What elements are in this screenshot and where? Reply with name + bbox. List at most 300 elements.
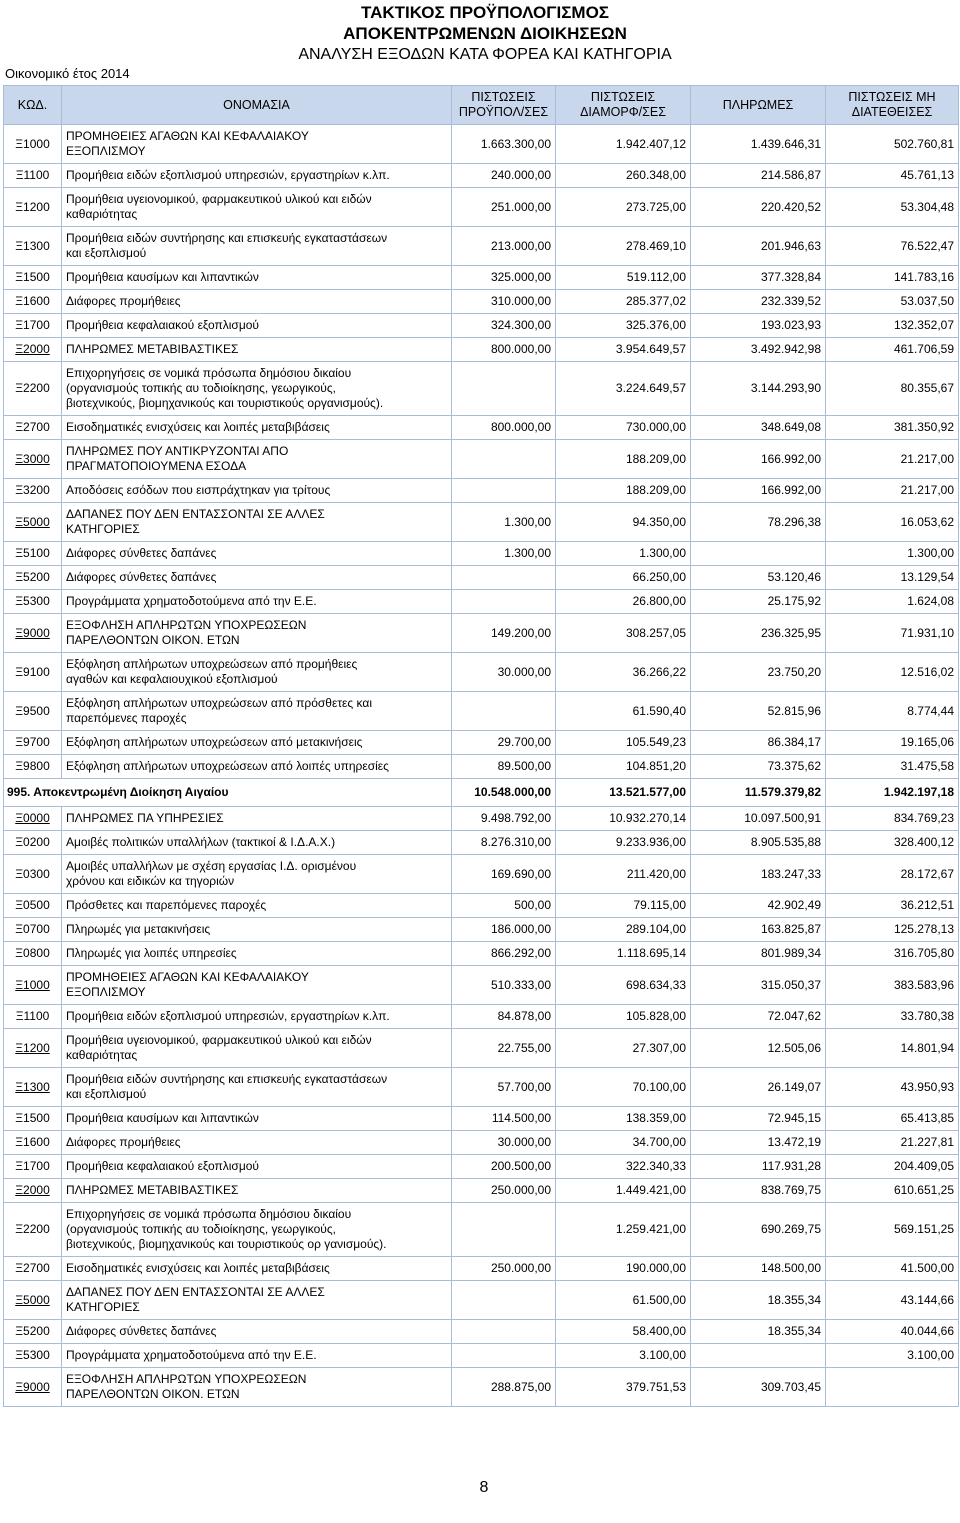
unallocated-cell: 80.355,67 [826,362,959,416]
payments-cell: 801.989,34 [691,942,826,966]
unallocated-cell: 569.151,25 [826,1203,959,1257]
revised-cell: 1.259.421,00 [556,1203,691,1257]
payments-cell: 3.144.293,90 [691,362,826,416]
budgeted-cell: 1.300,00 [452,503,556,542]
budgeted-cell [452,1320,556,1344]
name-cell: Προμήθεια κεφαλαιακού εξοπλισμού [62,1155,452,1179]
name-cell: Διάφορες σύνθετες δαπάνες [62,566,452,590]
payments-cell: 163.825,87 [691,918,826,942]
code-cell: Ξ1600 [4,290,62,314]
unallocated-cell: 3.100,00 [826,1344,959,1368]
document-title [10,2,960,65]
budgeted-cell: 500,00 [452,894,556,918]
table-row [4,590,959,614]
unallocated-cell: 610.651,25 [826,1179,959,1203]
unallocated-cell: 76.522,47 [826,227,959,266]
payments-cell: 214.586,87 [691,164,826,188]
code-cell: Ξ0700 [4,918,62,942]
title-line-1: ΤΑΚΤΙΚΟΣ ΠΡΟΫΠΟΛΟΓΙΣΜΟΣ [360,3,609,22]
table-row [4,966,959,1005]
budgeted-cell: 1.663.300,00 [452,125,556,164]
payments-cell: 42.902,49 [691,894,826,918]
budgeted-cell: 250.000,00 [452,1179,556,1203]
name-cell: ΠΛΗΡΩΜΕΣ ΠΟΥ ΑΝΤΙΚΡΥΖΟΝΤΑΙ ΑΠΟ ΠΡΑΓΜΑΤΟΠΟΙΟΥΜΕΝΑ ΕΣΟΔΑ [62,440,452,479]
table-row [4,542,959,566]
code-cell: Ξ1300 [4,1068,62,1107]
payments-cell: 86.384,17 [691,731,826,755]
name-cell: Εξόφληση απλήρωτων υποχρεώσεων από λοιπές υπηρεσίες [62,755,452,779]
revised-cell: 188.209,00 [556,440,691,479]
name-cell: Εξόφληση απλήρωτων υποχρεώσεων από προμήθειες αγαθών και κεφαλαιουχικού εξοπλισμού [62,653,452,692]
name-cell: Προμήθεια ειδών εξοπλισμού υπηρεσιών, εργαστηρίων κ.λπ. [62,164,452,188]
budgeted-cell [452,692,556,731]
table-row [4,1107,959,1131]
payments-cell: 1.439.646,31 [691,125,826,164]
table-row [4,918,959,942]
budgeted-cell [452,566,556,590]
code-cell: Ξ5000 [4,1281,62,1320]
budgeted-cell: 186.000,00 [452,918,556,942]
payments-cell: 25.175,92 [691,590,826,614]
revised-cell: 105.828,00 [556,1005,691,1029]
unallocated-cell: 21.217,00 [826,479,959,503]
payments-cell: 193.023,93 [691,314,826,338]
table-row [4,1257,959,1281]
unallocated-cell: 31.475,58 [826,755,959,779]
payments-cell: 8.905.535,88 [691,831,826,855]
budgeted-cell: 29.700,00 [452,731,556,755]
budgeted-cell [452,1281,556,1320]
unallocated-cell: 502.760,81 [826,125,959,164]
payments-cell: 10.097.500,91 [691,807,826,831]
revised-cell: 10.932.270,14 [556,807,691,831]
table-row [4,314,959,338]
table-row [4,1320,959,1344]
budgeted-cell: 30.000,00 [452,1131,556,1155]
table-row [4,1281,959,1320]
revised-cell: 379.751,53 [556,1368,691,1407]
code-cell: Ξ3200 [4,479,62,503]
revised-cell: 138.359,00 [556,1107,691,1131]
code-cell: Ξ9500 [4,692,62,731]
code-cell: Ξ2700 [4,1257,62,1281]
payments-cell: 73.375,62 [691,755,826,779]
unallocated-cell: 41.500,00 [826,1257,959,1281]
revised-cell: 188.209,00 [556,479,691,503]
name-cell: ΔΑΠΑΝΕΣ ΠΟΥ ΔΕΝ ΕΝΤΑΣΣΟΝΤΑΙ ΣΕ ΑΛΛΕΣ ΚΑΤΗΓΟΡΙΕΣ [62,1281,452,1320]
revised-cell: 61.590,40 [556,692,691,731]
table-row [4,1131,959,1155]
table-row [4,1179,959,1203]
budgeted-cell: 310.000,00 [452,290,556,314]
payments-cell: 72.047,62 [691,1005,826,1029]
header-row [4,86,959,125]
table-row [4,894,959,918]
budgeted-cell: 866.292,00 [452,942,556,966]
unallocated-cell: 14.801,94 [826,1029,959,1068]
revised-cell: 285.377,02 [556,290,691,314]
payments-cell: 166.992,00 [691,479,826,503]
unallocated-cell: 71.931,10 [826,614,959,653]
payments-cell: 13.472,19 [691,1131,826,1155]
code-cell: Ξ9000 [4,1368,62,1407]
revised-cell: 3.224.649,57 [556,362,691,416]
code-cell: Ξ0300 [4,855,62,894]
name-cell: ΔΑΠΑΝΕΣ ΠΟΥ ΔΕΝ ΕΝΤΑΣΣΟΝΤΑΙ ΣΕ ΑΛΛΕΣ ΚΑΤΗΓΟΡΙΕΣ [62,503,452,542]
unallocated-cell: 36.212,51 [826,894,959,918]
table-row [4,440,959,479]
budgeted-cell: 251.000,00 [452,188,556,227]
code-cell: Ξ5200 [4,566,62,590]
unallocated-cell: 43.144,66 [826,1281,959,1320]
revised-cell: 105.549,23 [556,731,691,755]
name-cell: Πληρωμές για μετακινήσεις [62,918,452,942]
unallocated-cell: 1.300,00 [826,542,959,566]
unallocated-cell: 40.044,66 [826,1320,959,1344]
payments-cell: 12.505,06 [691,1029,826,1068]
code-cell: Ξ1700 [4,1155,62,1179]
code-cell: Ξ5300 [4,590,62,614]
name-cell: Προμήθεια ειδών συντήρησης και επισκευής εγκαταστάσεων και εξοπλισμού [62,1068,452,1107]
unallocated-cell: 13.129,54 [826,566,959,590]
budgeted-cell: 324.300,00 [452,314,556,338]
name-cell: ΠΡΟΜΗΘΕΙΕΣ ΑΓΑΘΩΝ ΚΑΙ ΚΕΦΑΛΑΙΑΚΟΥ ΕΞΟΠΛΙΣΜΟΥ [62,966,452,1005]
revised-cell: 1.118.695,14 [556,942,691,966]
table-row [4,227,959,266]
payments-cell: 18.355,34 [691,1281,826,1320]
unallocated-cell: 28.172,67 [826,855,959,894]
code-cell: Ξ1100 [4,164,62,188]
code-cell: Ξ5300 [4,1344,62,1368]
page-number: 8 [479,1479,489,1496]
budgeted-cell: 510.333,00 [452,966,556,1005]
table-row [4,1005,959,1029]
table-row [4,731,959,755]
unallocated-cell [826,1368,959,1407]
code-cell: Ξ0000 [4,807,62,831]
name-cell: Διάφορες σύνθετες δαπάνες [62,1320,452,1344]
table-row [4,164,959,188]
unallocated-cell: 383.583,96 [826,966,959,1005]
payments-cell: 26.149,07 [691,1068,826,1107]
payments-cell [691,1344,826,1368]
unallocated-cell: 381.350,92 [826,416,959,440]
unallocated-cell: 53.037,50 [826,290,959,314]
budgeted-cell [452,440,556,479]
code-cell: Ξ1000 [4,966,62,1005]
table-row [4,266,959,290]
table-body-bottom [4,807,959,1407]
unallocated-cell: 461.706,59 [826,338,959,362]
payments-cell: 3.492.942,98 [691,338,826,362]
section-total-row [4,779,959,807]
code-cell: Ξ1700 [4,314,62,338]
payments-cell: 148.500,00 [691,1257,826,1281]
budgeted-cell: 800.000,00 [452,338,556,362]
table-row [4,942,959,966]
budgeted-cell [452,479,556,503]
budgeted-cell [452,590,556,614]
budgeted-cell: 800.000,00 [452,416,556,440]
name-cell: Προμήθεια ειδών εξοπλισμού υπηρεσιών, εργαστηρίων κ.λπ. [62,1005,452,1029]
budgeted-cell [452,1344,556,1368]
budgeted-cell: 89.500,00 [452,755,556,779]
name-cell: Προμήθεια κεφαλαιακού εξοπλισμού [62,314,452,338]
name-cell: Αμοιβές υπαλλήλων με σχέση εργασίας Ι.Δ. ορισμένου χρόνου και ειδικών κα τηγοριών [62,855,452,894]
payments-cell: 52.815,96 [691,692,826,731]
unallocated-cell: 19.165,06 [826,731,959,755]
revised-cell: 58.400,00 [556,1320,691,1344]
budgeted-cell [452,362,556,416]
code-cell: Ξ1200 [4,188,62,227]
unallocated-cell: 45.761,13 [826,164,959,188]
table-header [4,86,959,125]
payments-cell: 72.945,15 [691,1107,826,1131]
code-cell: Ξ2000 [4,338,62,362]
name-cell: Επιχορηγήσεις σε νομικά πρόσωπα δημόσιου δικαίου (οργανισμούς τοπικής αυ τοδιοίκησης, γεωργικούς, βιοτεχνικούς, βιομηχανικούς και τουριστικούς οργανισμούς). [62,362,452,416]
name-cell: Προμήθεια ειδών συντήρησης και επισκευής εγκαταστάσεων και εξοπλισμού [62,227,452,266]
name-cell: Διάφορες σύνθετες δαπάνες [62,542,452,566]
table-row [4,1029,959,1068]
budgeted-cell: 30.000,00 [452,653,556,692]
table-row [4,692,959,731]
name-cell: Προμήθεια υγειονομικού, φαρμακευτικού υλικού και ειδών καθαριότητας [62,188,452,227]
name-cell: Εισοδηματικές ενισχύσεις και λοιπές μεταβιβάσεις [62,416,452,440]
name-cell: Διάφορες προμήθειες [62,290,452,314]
unallocated-cell: 316.705,80 [826,942,959,966]
section-revised: 13.521.577,00 [556,779,691,807]
name-cell: Προμήθεια καυσίμων και λιπαντικών [62,1107,452,1131]
payments-cell: 309.703,45 [691,1368,826,1407]
code-cell: Ξ0500 [4,894,62,918]
table-row [4,338,959,362]
revised-cell: 26.800,00 [556,590,691,614]
title-line-3: ΑΝΑΛΥΣΗ ΕΞΟΔΩΝ ΚΑΤΑ ΦΟΡΕΑ ΚΑΙ ΚΑΤΗΓΟΡΙΑ [298,46,672,63]
payments-cell: 838.769,75 [691,1179,826,1203]
unallocated-cell: 132.352,07 [826,314,959,338]
revised-cell: 79.115,00 [556,894,691,918]
revised-cell: 34.700,00 [556,1131,691,1155]
code-cell: Ξ1300 [4,227,62,266]
table-row [4,125,959,164]
payments-cell: 166.992,00 [691,440,826,479]
code-cell: Ξ1000 [4,125,62,164]
budgeted-cell: 22.755,00 [452,1029,556,1068]
header-payments: ΠΛΗΡΩΜΕΣ [691,86,826,125]
table-row [4,503,959,542]
code-cell: Ξ0800 [4,942,62,966]
header-unallocated: ΠΙΣΤΩΣΕΙΣ ΜΗ ΔΙΑΤΕΘΕΙΣΕΣ [826,86,959,125]
revised-cell: 1.942.407,12 [556,125,691,164]
budgeted-cell: 288.875,00 [452,1368,556,1407]
table-row [4,1203,959,1257]
name-cell: ΠΛΗΡΩΜΕΣ ΜΕΤΑΒΙΒΑΣΤΙΚΕΣ [62,1179,452,1203]
payments-cell: 232.339,52 [691,290,826,314]
unallocated-cell: 141.783,16 [826,266,959,290]
unallocated-cell: 328.400,12 [826,831,959,855]
revised-cell: 260.348,00 [556,164,691,188]
table-row [4,831,959,855]
code-cell: Ξ5000 [4,503,62,542]
code-cell: Ξ9700 [4,731,62,755]
name-cell: Πληρωμές για λοιπές υπηρεσίες [62,942,452,966]
unallocated-cell: 16.053,62 [826,503,959,542]
unallocated-cell: 834.769,23 [826,807,959,831]
payments-cell: 18.355,34 [691,1320,826,1344]
revised-cell: 9.233.936,00 [556,831,691,855]
code-cell: Ξ2000 [4,1179,62,1203]
name-cell: ΕΞΟΦΛΗΣΗ ΑΠΛΗΡΩΤΩΝ ΥΠΟΧΡΕΩΣΕΩΝ ΠΑΡΕΛΘΟΝΤΩΝ ΟΙΚΟΝ. ΕΤΩΝ [62,614,452,653]
unallocated-cell: 53.304,48 [826,188,959,227]
header-budgeted: ΠΙΣΤΩΣΕΙΣ ΠΡΟΫΠΟΛ/ΣΕΣ [452,86,556,125]
budgeted-cell: 114.500,00 [452,1107,556,1131]
budgeted-cell: 84.878,00 [452,1005,556,1029]
table-body-top [4,125,959,779]
payments-cell: 183.247,33 [691,855,826,894]
payments-cell: 53.120,46 [691,566,826,590]
code-cell: Ξ5100 [4,542,62,566]
section-unallocated: 1.942.197,18 [826,779,959,807]
revised-cell: 190.000,00 [556,1257,691,1281]
revised-cell: 27.307,00 [556,1029,691,1068]
code-cell: Ξ1200 [4,1029,62,1068]
name-cell: Προγράμματα χρηματοδοτούμενα από την Ε.Ε. [62,590,452,614]
name-cell: Προμήθεια καυσίμων και λιπαντικών [62,266,452,290]
revised-cell: 273.725,00 [556,188,691,227]
payments-cell [691,542,826,566]
budgeted-cell: 9.498.792,00 [452,807,556,831]
unallocated-cell: 65.413,85 [826,1107,959,1131]
revised-cell: 278.469,10 [556,227,691,266]
payments-cell: 78.296,38 [691,503,826,542]
name-cell: Διάφορες προμήθειες [62,1131,452,1155]
payments-cell: 117.931,28 [691,1155,826,1179]
title-line-2: ΑΠΟΚΕΝΤΡΩΜΕΝΩΝ ΔΙΟΙΚΗΣΕΩΝ [343,24,627,43]
table-row [4,614,959,653]
table-row [4,566,959,590]
budgeted-cell: 1.300,00 [452,542,556,566]
revised-cell: 730.000,00 [556,416,691,440]
table-row [4,653,959,692]
name-cell: ΠΛΗΡΩΜΕΣ ΜΕΤΑΒΙΒΑΣΤΙΚΕΣ [62,338,452,362]
header-revised: ΠΙΣΤΩΣΕΙΣ ΔΙΑΜΟΡΦ/ΣΕΣ [556,86,691,125]
table-row [4,362,959,416]
code-cell: Ξ9000 [4,614,62,653]
budgeted-cell: 325.000,00 [452,266,556,290]
name-cell: ΕΞΟΦΛΗΣΗ ΑΠΛΗΡΩΤΩΝ ΥΠΟΧΡΕΩΣΕΩΝ ΠΑΡΕΛΘΟΝΤΩΝ ΟΙΚΟΝ. ΕΤΩΝ [62,1368,452,1407]
payments-cell: 315.050,37 [691,966,826,1005]
name-cell: Επιχορηγήσεις σε νομικά πρόσωπα δημόσιου δικαίου (οργανισμούς τοπικής αυ τοδιοίκησης, γεωργικούς, βιοτεχνικούς, βιομηχανικούς και τουριστικούς ορ γανισμούς). [62,1203,452,1257]
code-cell: Ξ9800 [4,755,62,779]
code-cell: Ξ2700 [4,416,62,440]
budgeted-cell [452,1203,556,1257]
budgeted-cell: 213.000,00 [452,227,556,266]
header-name: ΟΝΟΜΑΣΙΑ [62,86,452,125]
revised-cell: 61.500,00 [556,1281,691,1320]
code-cell: Ξ9100 [4,653,62,692]
revised-cell: 289.104,00 [556,918,691,942]
table-row [4,479,959,503]
code-cell: Ξ1100 [4,1005,62,1029]
unallocated-cell: 21.217,00 [826,440,959,479]
budgeted-cell: 8.276.310,00 [452,831,556,855]
section-payments: 11.579.379,82 [691,779,826,807]
unallocated-cell: 33.780,38 [826,1005,959,1029]
revised-cell: 308.257,05 [556,614,691,653]
unallocated-cell: 204.409,05 [826,1155,959,1179]
unallocated-cell: 43.950,93 [826,1068,959,1107]
budgeted-cell: 240.000,00 [452,164,556,188]
name-cell: Προμήθεια υγειονομικού, φαρμακευτικού υλικού και ειδών καθαριότητας [62,1029,452,1068]
unallocated-cell: 8.774,44 [826,692,959,731]
code-cell: Ξ1500 [4,1107,62,1131]
name-cell: Εξόφληση απλήρωτων υποχρεώσεων από μετακινήσεις [62,731,452,755]
revised-cell: 70.100,00 [556,1068,691,1107]
budget-table [3,85,959,1407]
table-row [4,755,959,779]
revised-cell: 325.376,00 [556,314,691,338]
unallocated-cell: 125.278,13 [826,918,959,942]
payments-cell: 690.269,75 [691,1203,826,1257]
budgeted-cell: 149.200,00 [452,614,556,653]
revised-cell: 322.340,33 [556,1155,691,1179]
payments-cell: 236.325,95 [691,614,826,653]
name-cell: Εισοδηματικές ενισχύσεις και λοιπές μεταβιβάσεις [62,1257,452,1281]
table-row [4,807,959,831]
table-row [4,1155,959,1179]
table-row [4,188,959,227]
payments-cell: 220.420,52 [691,188,826,227]
name-cell: ΠΡΟΜΗΘΕΙΕΣ ΑΓΑΘΩΝ ΚΑΙ ΚΕΦΑΛΑΙΑΚΟΥ ΕΞΟΠΛΙΣΜΟΥ [62,125,452,164]
code-cell: Ξ2200 [4,362,62,416]
budgeted-cell: 169.690,00 [452,855,556,894]
header-code: ΚΩΔ. [4,86,62,125]
table-row [4,1368,959,1407]
revised-cell: 519.112,00 [556,266,691,290]
payments-cell: 377.328,84 [691,266,826,290]
code-cell: Ξ1600 [4,1131,62,1155]
revised-cell: 211.420,00 [556,855,691,894]
section-body [4,779,959,807]
payments-cell: 23.750,20 [691,653,826,692]
code-cell: Ξ1500 [4,266,62,290]
revised-cell: 104.851,20 [556,755,691,779]
payments-cell: 348.649,08 [691,416,826,440]
revised-cell: 66.250,00 [556,566,691,590]
code-cell: Ξ5200 [4,1320,62,1344]
revised-cell: 698.634,33 [556,966,691,1005]
table-row [4,1344,959,1368]
unallocated-cell: 21.227,81 [826,1131,959,1155]
section-budgeted: 10.548.000,00 [452,779,556,807]
unallocated-cell: 1.624,08 [826,590,959,614]
revised-cell: 1.449.421,00 [556,1179,691,1203]
budgeted-cell: 250.000,00 [452,1257,556,1281]
revised-cell: 94.350,00 [556,503,691,542]
name-cell: Πρόσθετες και παρεπόμενες παροχές [62,894,452,918]
table-row [4,855,959,894]
name-cell: Αποδόσεις εσόδων που εισπράχτηκαν για τρίτους [62,479,452,503]
unallocated-cell: 12.516,02 [826,653,959,692]
revised-cell: 3.954.649,57 [556,338,691,362]
revised-cell: 1.300,00 [556,542,691,566]
table-row [4,1068,959,1107]
revised-cell: 36.266,22 [556,653,691,692]
code-cell: Ξ0200 [4,831,62,855]
revised-cell: 3.100,00 [556,1344,691,1368]
name-cell: Εξόφληση απλήρωτων υποχρεώσεων από πρόσθετες και παρεπόμενες παροχές [62,692,452,731]
budgeted-cell: 200.500,00 [452,1155,556,1179]
